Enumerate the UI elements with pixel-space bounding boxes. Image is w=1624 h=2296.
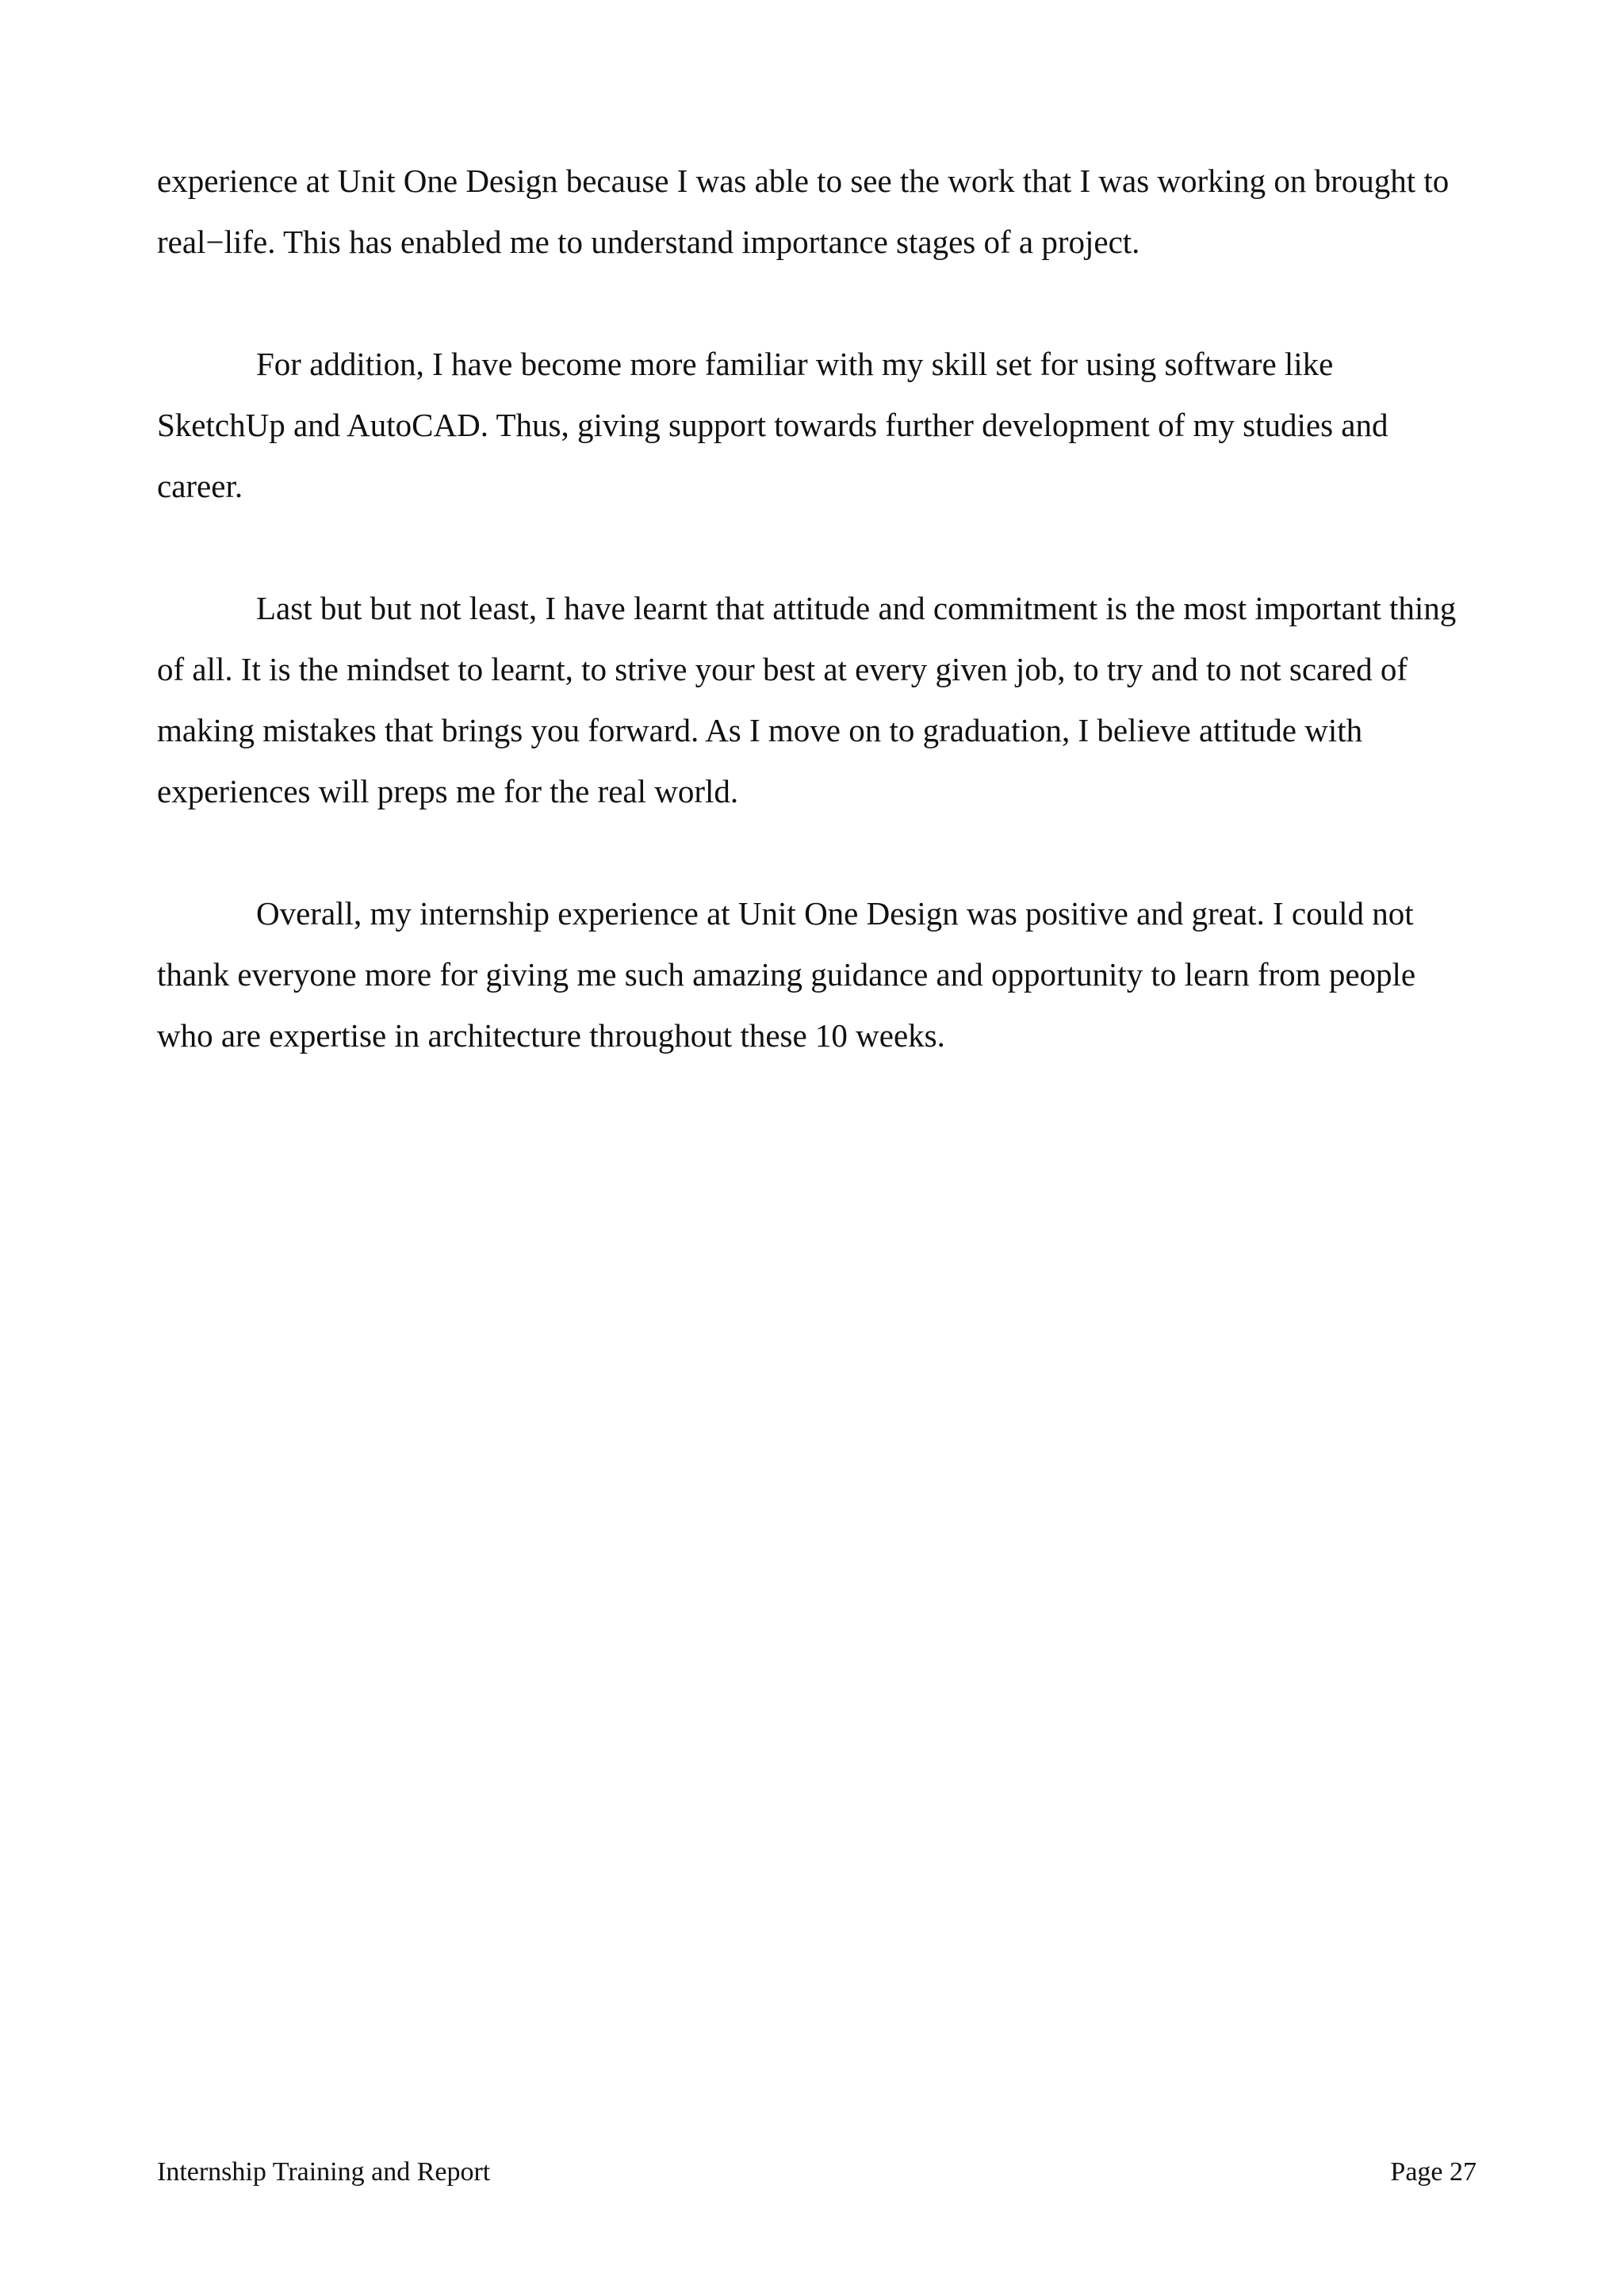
text-line: Last but but not least, I have learnt that attitude and commitment is the most important thing — [256, 590, 1457, 626]
text-line: For addition, I have become more familiar with my skill set for using software like — [256, 346, 1334, 382]
paragraph-continued — [157, 151, 1489, 273]
footer-title: Internship Training and Report — [157, 2157, 491, 2187]
paragraph-software-skills — [157, 334, 1489, 517]
text-line: SketchUp and AutoCAD. Thus, giving support towards further development of my studies and — [157, 407, 1388, 443]
body-text — [157, 151, 1489, 1127]
text-line: Overall, my internship experience at Unit One Design was positive and great. I could not — [256, 895, 1414, 932]
text-line: thank everyone more for giving me such amazing guidance and opportunity to learn from people — [157, 956, 1416, 993]
paragraph-overall — [157, 883, 1489, 1066]
text-line: career. — [157, 468, 243, 504]
text-line: making mistakes that brings you forward. As I move on to graduation, I believe attitude with — [157, 712, 1363, 748]
text-line: experience at Unit One Design because I was able to see the work that I was working on brought to — [157, 163, 1450, 199]
text-line: of all. It is the mindset to learnt, to strive your best at every given job, to try and to not scared of — [157, 651, 1408, 687]
text-line: experiences will preps me for the real world. — [157, 773, 739, 809]
paragraph-attitude — [157, 578, 1489, 822]
text-line: real−life. This has enabled me to understand importance stages of a project. — [157, 224, 1140, 260]
page-number: Page 27 — [1390, 2157, 1477, 2187]
text-line: who are expertise in architecture throughout these 10 weeks. — [157, 1017, 945, 1054]
